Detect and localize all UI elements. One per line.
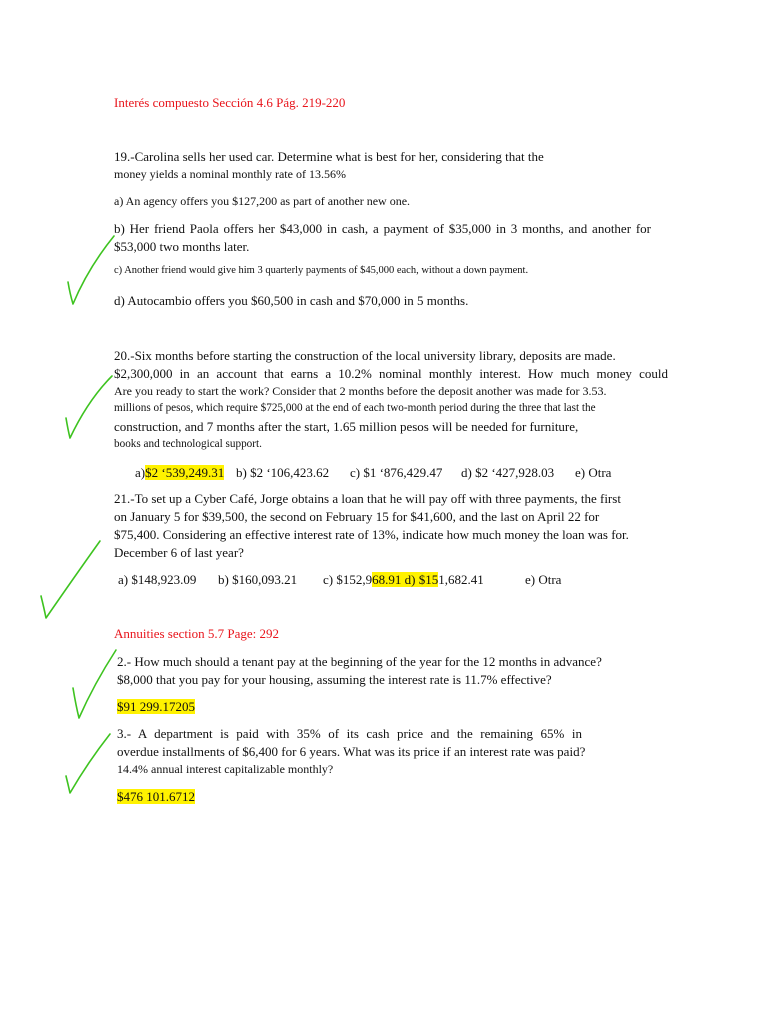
section-heading-annuities: Annuities section 5.7 Page: 292 xyxy=(114,626,280,641)
q20-line-3: Are you ready to start the work? Consider that 2 months before the deposit another was made for 3.53. xyxy=(114,384,607,398)
q3-line-1: 3.- A department is paid with 35% of its cash price and the remaining 65% in xyxy=(117,726,582,741)
check-mark-q2 xyxy=(73,650,116,718)
q3-answer-highlighted: $476 101.6712 xyxy=(117,789,195,804)
q21-choice-a: a) $148,923.09 xyxy=(118,572,197,587)
q21-line-3: $75,400. Considering an effective interest rate of 13%, indicate how much money the loan was for. xyxy=(114,527,629,542)
q20-choice-d: d) $2 ‘427,928.03 xyxy=(461,465,555,480)
q21-choice-b: b) $160,093.21 xyxy=(218,572,298,587)
q20-line-6: books and technological support. xyxy=(114,438,262,450)
check-mark-q19 xyxy=(68,236,114,304)
q21-choice-d-end: 1,682.41 xyxy=(438,572,484,587)
q20-line-4: millions of pesos, which require $725,000 at the end of each two-month period during the three that last the xyxy=(114,402,596,414)
q19-option-b-line-1: b) Her friend Paola offers her $43,000 in cash, a payment of $35,000 in 3 months, and another for xyxy=(114,221,651,236)
q21-choice-c-start: c) $152,9 xyxy=(323,572,373,587)
q3-line-2: overdue installments of $6,400 for 6 years. What was its price if an interest rate was paid? xyxy=(117,744,586,759)
q20-choice-a-highlighted: $2 ‘539,249.31 xyxy=(145,465,225,480)
q19-line-2: money yields a nominal monthly rate of 13.56% xyxy=(114,167,346,181)
check-mark-q21 xyxy=(41,541,100,618)
q19-option-c: c) Another friend would give him 3 quarterly payments of $45,000 each, without a down payment. xyxy=(114,265,529,276)
q21-line-2: on January 5 for $39,500, the second on February 15 for $41,600, and the last on April 22 for xyxy=(114,509,600,524)
check-mark-q3 xyxy=(66,734,110,793)
q21-choice-c-d xyxy=(323,573,484,586)
q21-line-4: December 6 of last year? xyxy=(114,545,244,560)
q3-answer xyxy=(117,790,195,803)
q20-choice-e: e) Otra xyxy=(575,465,612,480)
q20-choice-b: b) $2 ‘106,423.62 xyxy=(236,465,330,480)
q20-line-5: construction, and 7 months after the start, 1.65 million pesos will be needed for furniture, xyxy=(114,419,579,434)
q20-choice-a-label: a) xyxy=(135,465,146,480)
q3-line-3: 14.4% annual interest capitalizable monthly? xyxy=(117,762,334,776)
q20-line-1: 20.-Six months before starting the construction of the local university library, deposits are made. xyxy=(114,348,616,363)
q20-line-2: $2,300,000 in an account that earns a 10.2% nominal monthly interest. How much money could xyxy=(114,366,668,381)
check-mark-q20 xyxy=(66,376,112,438)
q19-option-a: a) An agency offers you $127,200 as part of another new one. xyxy=(114,194,411,208)
section-heading-compound-interest: Interés compuesto Sección 4.6 Pág. 219-220 xyxy=(114,95,346,110)
q19-line-1: 19.-Carolina sells her used car. Determine what is best for her, considering that the xyxy=(114,149,544,164)
q21-choice-c-d-highlighted: 68.91 d) $15 xyxy=(372,572,439,587)
q2-answer xyxy=(117,700,195,713)
q19-option-b-line-2: $53,000 two months later. xyxy=(114,239,250,254)
q21-choice-e: e) Otra xyxy=(525,572,562,587)
q2-answer-highlighted: $91 299.17205 xyxy=(117,699,195,714)
q2-line-1: 2.- How much should a tenant pay at the beginning of the year for the 12 months in advance? xyxy=(117,654,602,669)
q19-option-d: d) Autocambio offers you $60,500 in cash and $70,000 in 5 months. xyxy=(114,293,469,308)
q20-choice-c: c) $1 ‘876,429.47 xyxy=(350,465,443,480)
q21-line-1: 21.-To set up a Cyber Café, Jorge obtains a loan that he will pay off with three payments, the first xyxy=(114,491,621,506)
q2-line-2: $8,000 that you pay for your housing, assuming the interest rate is 11.7% effective? xyxy=(117,672,552,687)
q20-choices xyxy=(135,466,224,479)
